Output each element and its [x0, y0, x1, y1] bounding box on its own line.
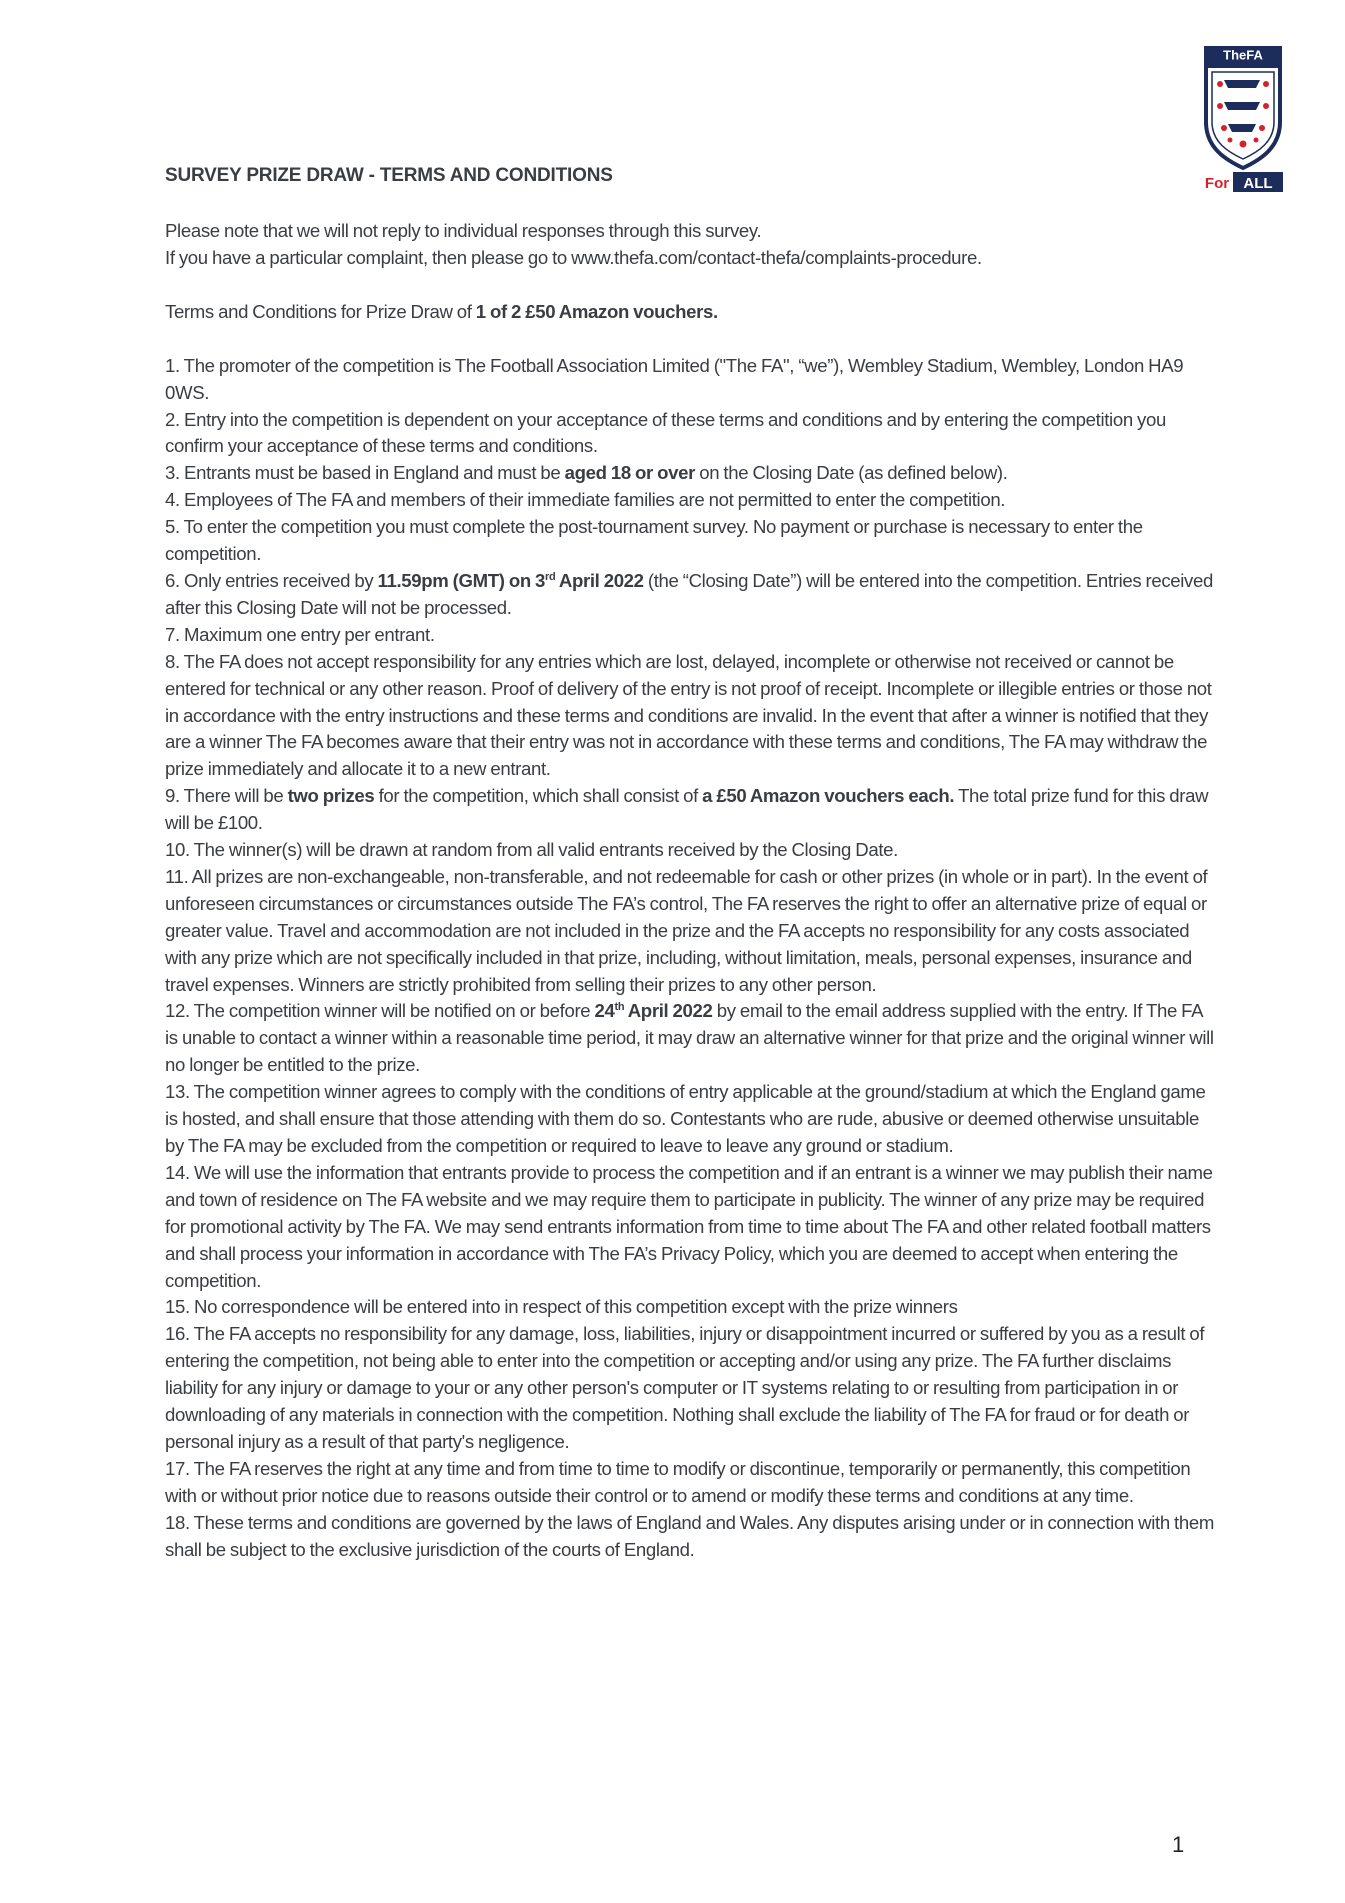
- term-1: 1. The promoter of the competition is The Football Association Limited ("The FA", “we”), Wembley Stadium, Wembley, London HA9 0WS.: [165, 354, 1184, 403]
- logo-top-text: TheFA: [1223, 47, 1263, 63]
- page-number: 1: [1172, 1832, 1185, 1857]
- term-2: 2. Entry into the competition is dependent on your acceptance of these terms and conditions and by entering the competition you confirm your acceptance of these terms and conditions.: [165, 408, 1166, 457]
- term-12: 12. The competition winner will be notified on or before 24th April 2022 by email to the email address supplied with the entry. If The FA is unable to contact a winner within a reasonable time period, it may draw an alternative winner for that prize and the original winner will no longer be entitled to the prize.: [165, 1000, 1214, 1076]
- term-14: 14. We will use the information that entrants provide to process the competition and if an entrant is a winner we may publish their name and town of residence on The FA website and we may require them to participate in publicity. The winner of any prize may be required for promotional activity by The FA. We may send entrants information from time to time about The FA and other related football matters and shall process your information in accordance with The FA’s Privacy Policy, which you are deemed to accept when entering the competition.: [165, 1161, 1213, 1291]
- term-13: 13. The competition winner agrees to comply with the conditions of entry applicable at the ground/stadium at which the England game is hosted, and shall ensure that those attending with them do so. Contestants who are rude, abusive or deemed otherwise unsuitable by The FA may be excluded from the competition or required to leave to leave any ground or stadium.: [165, 1081, 1206, 1156]
- prize-summary: Terms and Conditions for Prize Draw of 1 of 2 £50 Amazon vouchers.: [165, 300, 718, 322]
- intro-line: If you have a particular complaint, then please go to www.thefa.com/contact-thefa/complaints-procedure.: [165, 246, 982, 268]
- intro-line: Please note that we will not reply to individual responses through this survey.: [165, 220, 762, 241]
- term-16: 16. The FA accepts no responsibility for any damage, loss, liabilities, injury or disappointment incurred or suffered by you as a result of entering the competition, not being able to enter into the competition or accepting and/or using any prize. The FA further disclaims liability for any injury or damage to your or any other person's computer or IT systems relating to or resulting from participation in or downloading of any materials in connection with the competition. Nothing shall exclude the liability of The FA for fraud or for death or personal injury as a result of that party's negligence.: [165, 1323, 1205, 1452]
- term-3: 3. Entrants must be based in England and must be aged 18 or over on the Closing Date (as defined below).: [165, 462, 1008, 484]
- term-10: 10. The winner(s) will be drawn at random from all valid entrants received by the Closing Date.: [165, 839, 898, 861]
- term-15: 15. No correspondence will be entered into in respect of this competition except with the prize winners: [165, 1296, 958, 1318]
- term-7: 7. Maximum one entry per entrant.: [165, 623, 435, 645]
- term-18: 18. These terms and conditions are governed by the laws of England and Wales. Any disputes arising under or in connection with them shall be subject to the exclusive jurisdiction of the courts of England.: [165, 1511, 1214, 1560]
- term-5: 5. To enter the competition you must complete the post-tournament survey. No payment or purchase is necessary to enter the competition.: [165, 516, 1143, 565]
- logo-bottom-text-all: ALL: [1243, 175, 1273, 192]
- term-6: 6. Only entries received by 11.59pm (GMT) on 3rd April 2022 (the “Closing Date”) will be entered into the competition. Entries received after this Closing Date will not be processed.: [165, 569, 1213, 618]
- document-body: [165, 218, 1215, 1564]
- term-11: 11. All prizes are non-exchangeable, non-transferable, and not redeemable for cash or other prizes (in whole or in part). In the event of unforeseen circumstances or circumstances outside The FA’s control, The FA reserves the right to offer an alternative prize of equal or greater value. Travel and accommodation are not included in the prize and the FA accepts no responsibility for any costs associated with any prize which are not specifically included in that prize, including, without limitation, meals, personal expenses, insurance and travel expenses. Winners are strictly prohibited from selling their prizes to any other person.: [165, 865, 1208, 995]
- term-8: 8. The FA does not accept responsibility for any entries which are lost, delayed, incomplete or otherwise not received or cannot be entered for technical or any other reason. Proof of delivery of the entry is not proof of receipt. Incomplete or illegible entries or those not in accordance with the entry instructions and these terms and conditions are invalid. In the event that after a winner is notified that they are a winner The FA becomes aware that their entry was not in accordance with these terms and conditions, The FA may withdraw the prize immediately and allocate it to a new entrant.: [165, 650, 1212, 780]
- logo-bottom-text-for: For: [1204, 175, 1230, 192]
- fa-logo: [1200, 44, 1286, 194]
- term-17: 17. The FA reserves the right at any time and from time to time to modify or discontinue, temporarily or permanently, this competition with or without prior notice due to reasons outside their control or to amend or modify these terms and conditions at any time.: [165, 1457, 1191, 1506]
- term-9: 9. There will be two prizes for the competition, which shall consist of a £50 Amazon vouchers each. The total prize fund for this draw will be £100.: [165, 785, 1209, 834]
- term-4: 4. Employees of The FA and members of their immediate families are not permitted to enter the competition.: [165, 489, 1006, 511]
- document-title: SURVEY PRIZE DRAW - TERMS AND CONDITIONS: [165, 165, 613, 186]
